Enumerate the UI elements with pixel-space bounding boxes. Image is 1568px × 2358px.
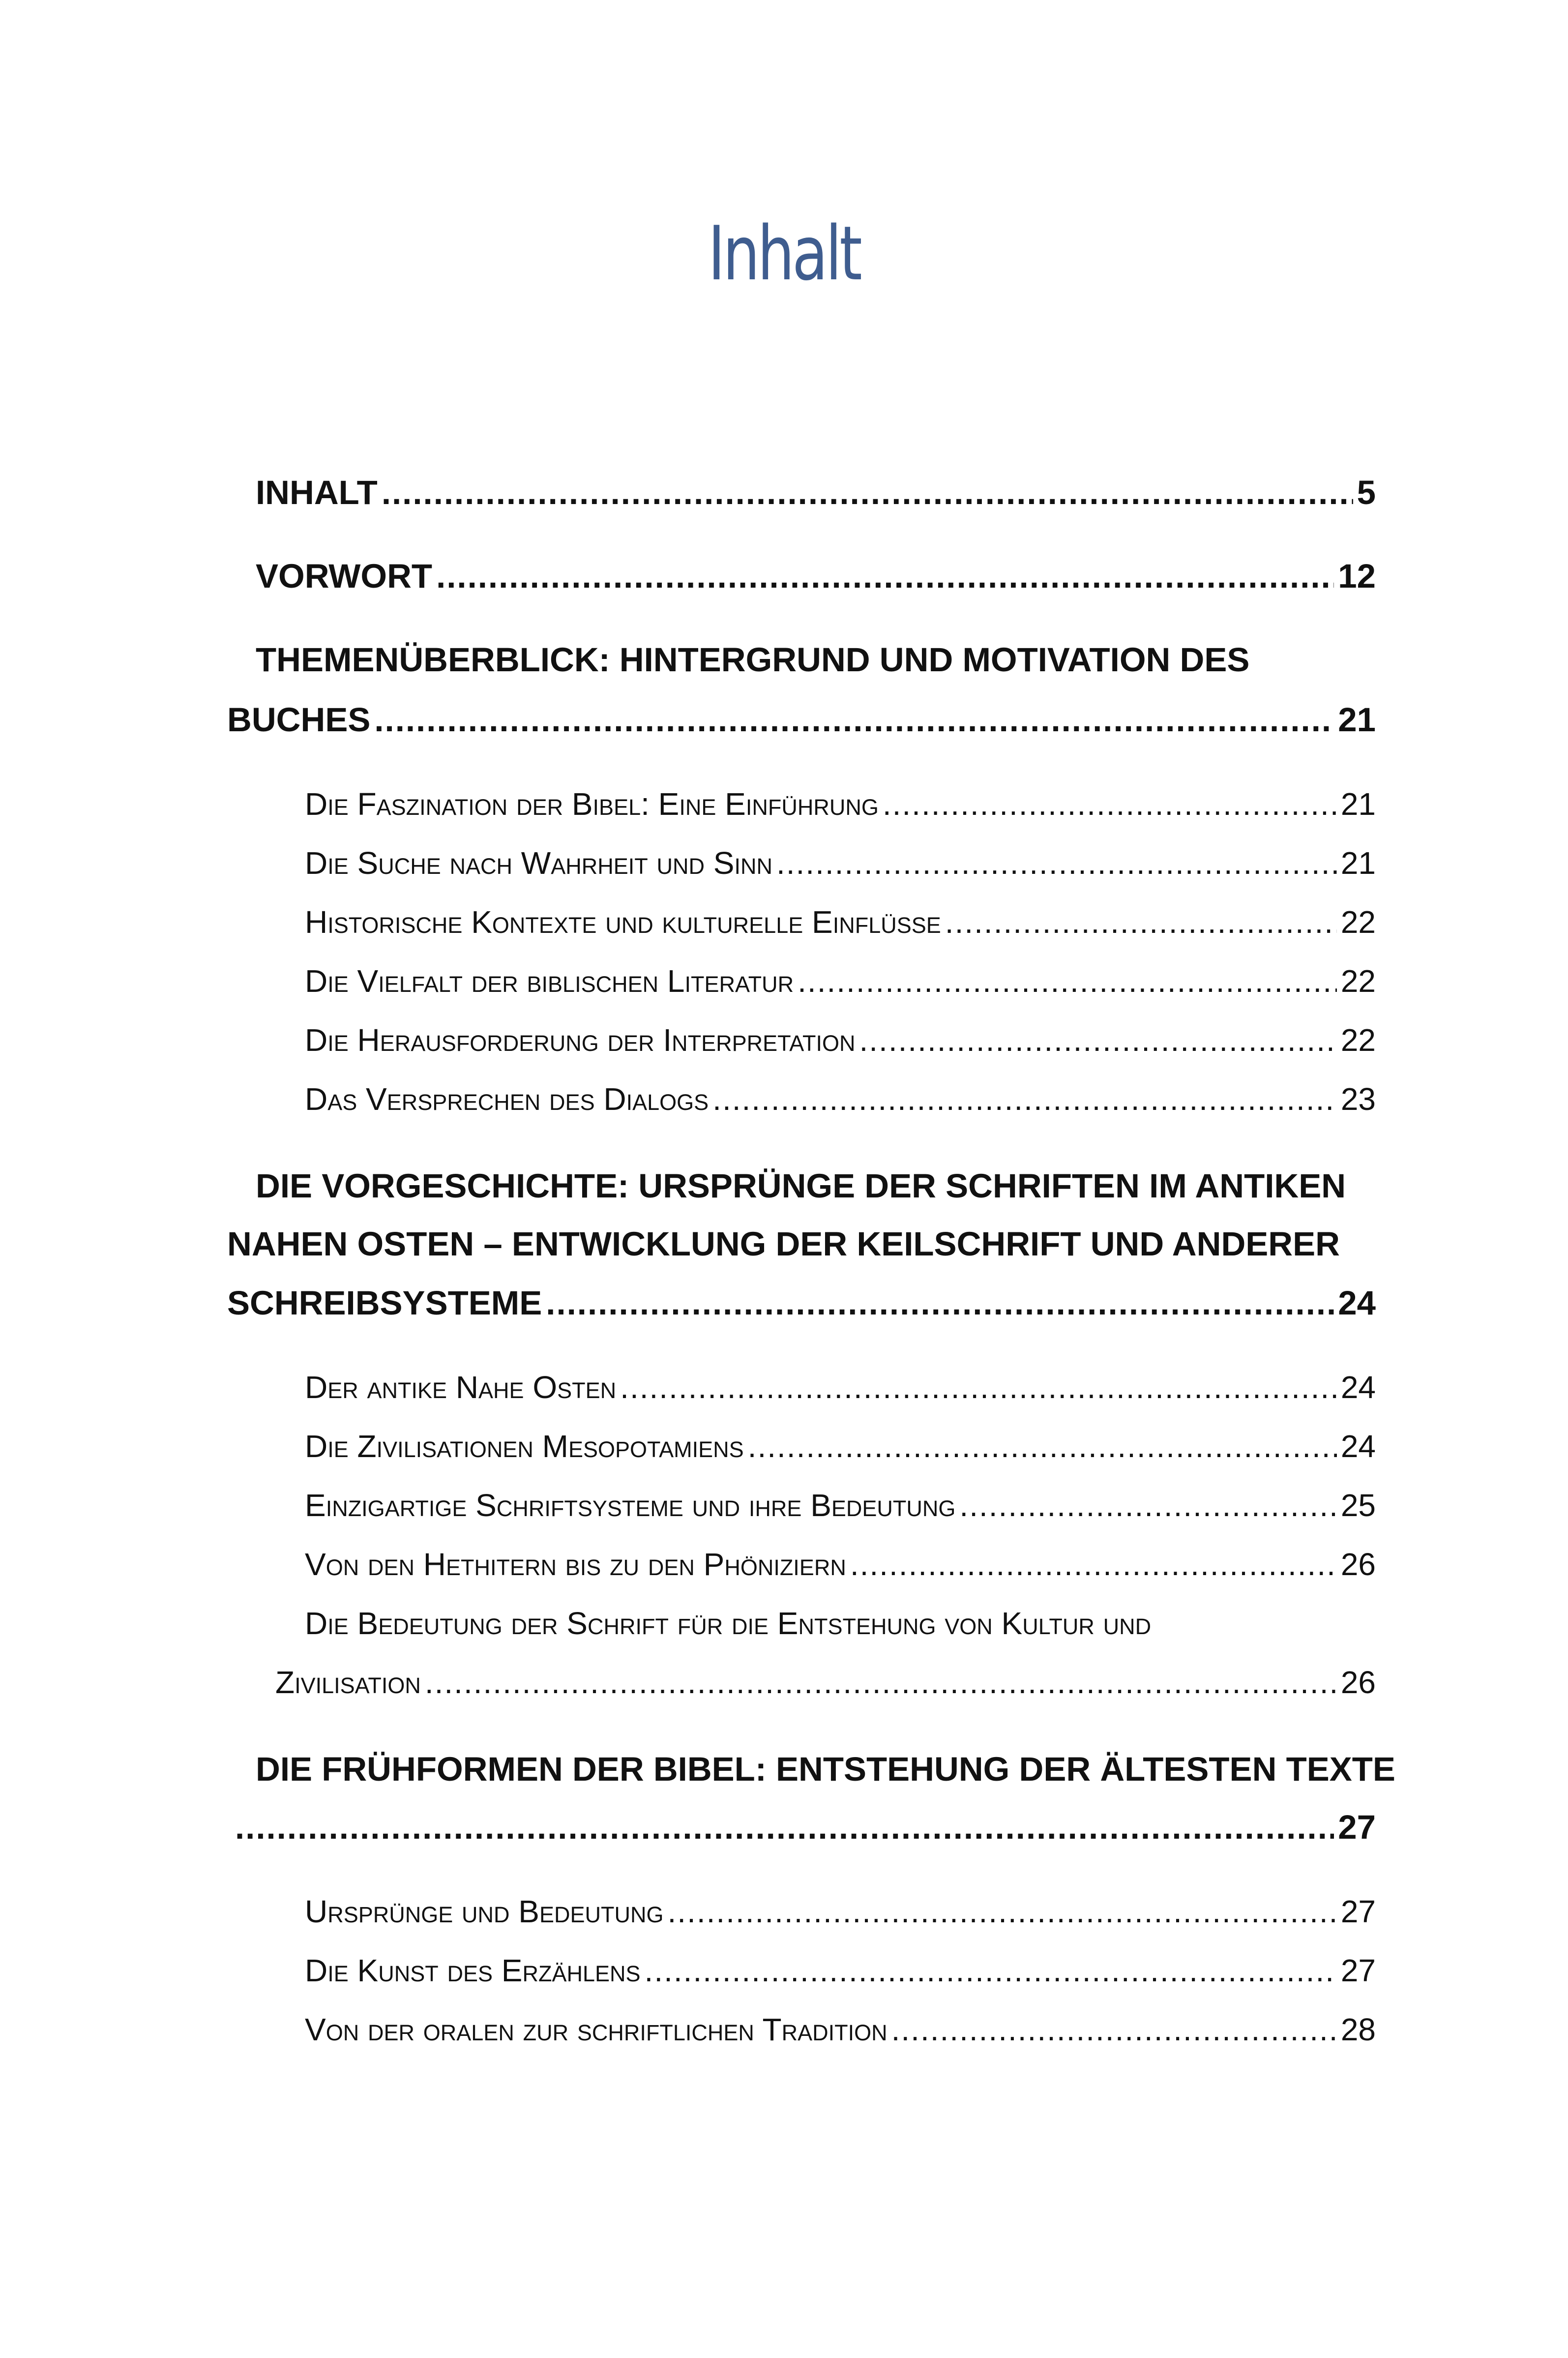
toc-entry-title: Von der oralen zur schriftlichen Tradition [305,2012,888,2047]
toc-dot-leader [945,904,1337,940]
toc-entry-title-line[interactable]: NAHEN OSTEN – ENTWICKLUNG DER KEILSCHRIFT UND ANDERER [227,1225,1340,1263]
toc-subentry[interactable] [305,1952,1376,1989]
toc-entry-title: INHALT [256,474,378,511]
toc-entry-page: 5 [1357,474,1376,511]
toc-subentry[interactable] [305,845,1376,881]
toc-entry-title: Die Zivilisationen Mesopotamiens [305,1429,744,1464]
page-title: Inhalt [708,210,860,297]
toc-entry[interactable] [256,473,1376,512]
toc-subentry[interactable] [305,786,1376,822]
toc-dot-leader [382,473,1353,512]
toc-entry-page: 27 [1338,1808,1376,1846]
toc-entry-page: 24 [1340,1429,1376,1464]
toc-dot-leader [959,1487,1336,1523]
toc-entry-page: 21 [1338,701,1376,739]
toc-entry[interactable] [227,700,1376,739]
toc-subentry[interactable] [305,1369,1376,1405]
toc-entry-page: 22 [1340,904,1376,940]
toc-entry-title: Zivilisation [275,1665,421,1700]
toc-entry-page: 28 [1340,2012,1376,2047]
toc-entry-title: SCHREIBSYSTEME [227,1284,542,1322]
toc-entry-title: Der antike Nahe Osten [305,1370,617,1405]
toc-subentry[interactable] [275,1664,1376,1701]
toc-entry-title: Das Versprechen des Dialogs [305,1081,709,1117]
toc-dot-leader [425,1664,1337,1701]
toc-entry-title: Von den Hethitern bis zu den Phöniziern [305,1547,846,1582]
toc-dot-leader [883,786,1337,822]
toc-subentry[interactable] [305,904,1376,940]
toc-entry-page: 22 [1340,1022,1376,1058]
toc-entry-title: VORWORT [256,557,433,595]
toc-subentry[interactable] [305,1487,1376,1523]
toc-dot-leader [645,1952,1337,1989]
toc-dot-leader [859,1022,1336,1058]
toc-entry-page: 27 [1340,1953,1376,1988]
toc-subentry[interactable] [305,963,1376,999]
toc-entry-page: 26 [1340,1547,1376,1582]
toc-entry-title: Die Suche nach Wahrheit und Sinn [305,845,772,881]
toc-entry-page: 21 [1340,845,1376,881]
toc-dot-leader [712,1081,1337,1117]
toc-entry-title-line[interactable]: DIE VORGESCHICHTE: URSPRÜNGE DER SCHRIFTEN IM ANTIKEN [256,1167,1346,1205]
toc-entry-page: 26 [1340,1665,1376,1700]
toc-subentry[interactable] [305,1893,1376,1930]
toc-entry-page: 25 [1340,1488,1376,1523]
toc-entry-title: BUCHES [227,701,371,739]
toc-entry-title: Die Vielfalt der biblischen Literatur [305,963,794,999]
toc-entry-title: Ursprünge und Bedeutung [305,1894,664,1929]
toc-entry-page: 12 [1338,557,1376,595]
toc-dot-leader [748,1428,1337,1464]
toc-entry-title-line[interactable]: Die Bedeutung der Schrift für die Entstehung von Kultur und [305,1606,1152,1641]
toc-subentry[interactable] [305,2011,1376,2048]
toc-entry[interactable] [256,557,1376,596]
toc-entry[interactable] [227,1283,1376,1322]
toc-dot-leader [374,700,1334,739]
toc-dot-leader [235,1808,1334,1847]
toc-dot-leader [436,557,1334,596]
toc-entry-page: 21 [1340,786,1376,822]
toc-dot-leader [776,845,1337,881]
toc-entry[interactable] [235,1808,1376,1847]
toc-entry-page: 23 [1340,1081,1376,1117]
toc-subentry[interactable] [305,1546,1376,1582]
toc-subentry[interactable] [305,1081,1376,1117]
toc-entry-page: 24 [1340,1370,1376,1405]
toc-entry-title-line[interactable]: DIE FRÜHFORMEN DER BIBEL: ENTSTEHUNG DER ÄLTESTEN TEXTE [256,1750,1395,1788]
toc-entry-title: Die Faszination der Bibel: Eine Einführung [305,786,879,822]
toc-entry-page: 27 [1340,1894,1376,1929]
toc-entry-title: Die Kunst des Erzählens [305,1953,641,1988]
toc-entry-title: Historische Kontexte und kulturelle Einflüsse [305,904,941,940]
toc-dot-leader [798,963,1337,999]
toc-dot-leader [546,1283,1334,1322]
toc-entry-page: 22 [1340,963,1376,999]
toc-entry-page: 24 [1338,1284,1376,1322]
toc-subentry[interactable] [305,1428,1376,1464]
toc-entry-title: Die Herausforderung der Interpretation [305,1022,856,1058]
toc-dot-leader [620,1369,1337,1405]
toc-dot-leader [891,2011,1337,2048]
toc-entry-title-line[interactable]: THEMENÜBERBLICK: HINTERGRUND UND MOTIVATION DES [256,641,1250,679]
toc-dot-leader [850,1546,1337,1582]
toc-subentry[interactable] [305,1022,1376,1058]
toc-entry-title: Einzigartige Schriftsysteme und ihre Bedeutung [305,1488,956,1523]
toc-dot-leader [668,1893,1337,1930]
